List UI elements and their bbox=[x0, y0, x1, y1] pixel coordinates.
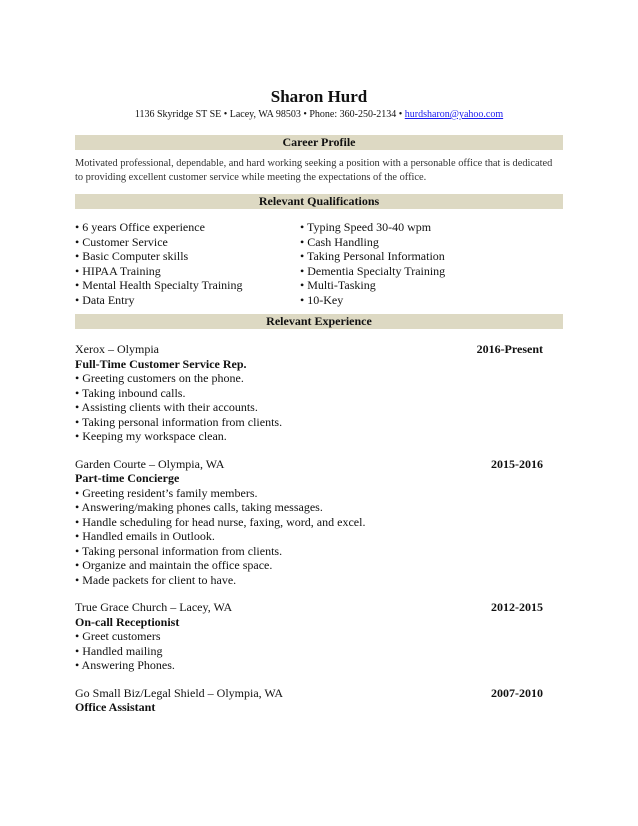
job-duty: • Organize and maintain the office space. bbox=[75, 558, 273, 572]
contact-line bbox=[75, 108, 563, 121]
job-duty: • Made packets for client to have. bbox=[75, 572, 237, 587]
qualification-item: • Customer Service bbox=[75, 234, 168, 249]
job-header bbox=[75, 457, 563, 472]
qualifications-right-column bbox=[300, 220, 525, 307]
job-dates: 2007-2010 bbox=[491, 685, 543, 700]
job-duty: • Handle scheduling for head nurse, faxing, word, and excel. bbox=[75, 514, 366, 529]
qualifications-heading: Relevant Qualifications bbox=[75, 194, 563, 209]
job-duty: • Taking inbound calls. bbox=[75, 385, 186, 400]
job-entry-true-grace-church bbox=[75, 600, 563, 673]
job-dates: 2012-2015 bbox=[491, 600, 543, 614]
job-employer: Go Small Biz/Legal Shield – Olympia, WA bbox=[75, 685, 284, 700]
job-header bbox=[75, 600, 563, 615]
job-entry-garden-courte bbox=[75, 457, 563, 588]
job-duty: • Greet customers bbox=[75, 629, 161, 643]
qualification-item: • Mental Health Specialty Training bbox=[75, 278, 243, 292]
job-duty: • Answering Phones. bbox=[75, 658, 175, 672]
job-duty: • Taking personal information from clients. bbox=[75, 543, 283, 558]
job-header bbox=[75, 342, 563, 357]
resume-page bbox=[75, 86, 563, 715]
job-dates: 2015-2016 bbox=[491, 456, 543, 471]
qualification-item: • 10-Key bbox=[300, 292, 344, 307]
qualification-item: • Data Entry bbox=[75, 292, 135, 307]
job-duty: • Assisting clients with their accounts. bbox=[75, 400, 258, 414]
job-title: Full-Time Customer Service Rep. bbox=[75, 356, 247, 371]
career-profile-text: Motivated professional, dependable, and hard working seeking a position with a personable office that is dedicated to providing excellent customer service while meeting the expectations of the office. bbox=[75, 158, 553, 183]
job-employer: True Grace Church – Lacey, WA bbox=[75, 600, 233, 614]
qualification-item: • Taking Personal Information bbox=[300, 249, 445, 263]
job-title: Office Assistant bbox=[75, 700, 156, 714]
job-duty: • Greeting resident’s family members. bbox=[75, 485, 258, 500]
contact-details: 1136 Skyridge ST SE • Lacey, WA 98503 • Phone: 360-250-2134 • bbox=[134, 109, 405, 120]
job-entry-xerox bbox=[75, 342, 563, 444]
job-dates: 2016-Present bbox=[476, 342, 543, 356]
qualification-item: • Cash Handling bbox=[300, 234, 379, 249]
job-duty: • Taking personal information from clients. bbox=[75, 414, 283, 429]
job-header bbox=[75, 686, 563, 701]
qualification-item: • 6 years Office experience bbox=[75, 220, 205, 234]
qualification-item: • Typing Speed 30-40 wpm bbox=[300, 220, 432, 234]
job-title: Part-time Concierge bbox=[75, 471, 180, 485]
career-profile-heading: Career Profile bbox=[75, 135, 563, 150]
job-duty: • Answering/making phones calls, taking messages. bbox=[75, 500, 323, 514]
qualification-item: • HIPAA Training bbox=[75, 263, 161, 278]
qualification-item: • Dementia Specialty Training bbox=[300, 263, 446, 278]
email-link[interactable]: hurdsharon@yahoo.com bbox=[404, 109, 504, 120]
candidate-name: Sharon Hurd bbox=[270, 87, 368, 106]
qualification-item: • Multi-Tasking bbox=[300, 278, 376, 292]
job-duty: • Keeping my workspace clean. bbox=[75, 429, 227, 443]
experience-heading: Relevant Experience bbox=[75, 314, 563, 329]
job-duty: • Handled mailing bbox=[75, 643, 163, 658]
job-entry-go-small-biz bbox=[75, 686, 563, 715]
qualifications-list bbox=[75, 220, 563, 307]
job-employer: Xerox – Olympia bbox=[75, 342, 159, 356]
qualifications-left-column bbox=[75, 220, 300, 307]
job-duty: • Handled emails in Outlook. bbox=[75, 529, 215, 543]
job-employer: Garden Courte – Olympia, WA bbox=[75, 456, 225, 471]
job-duty: • Greeting customers on the phone. bbox=[75, 371, 244, 385]
qualification-item: • Basic Computer skills bbox=[75, 249, 189, 263]
job-title: On-call Receptionist bbox=[75, 614, 180, 629]
